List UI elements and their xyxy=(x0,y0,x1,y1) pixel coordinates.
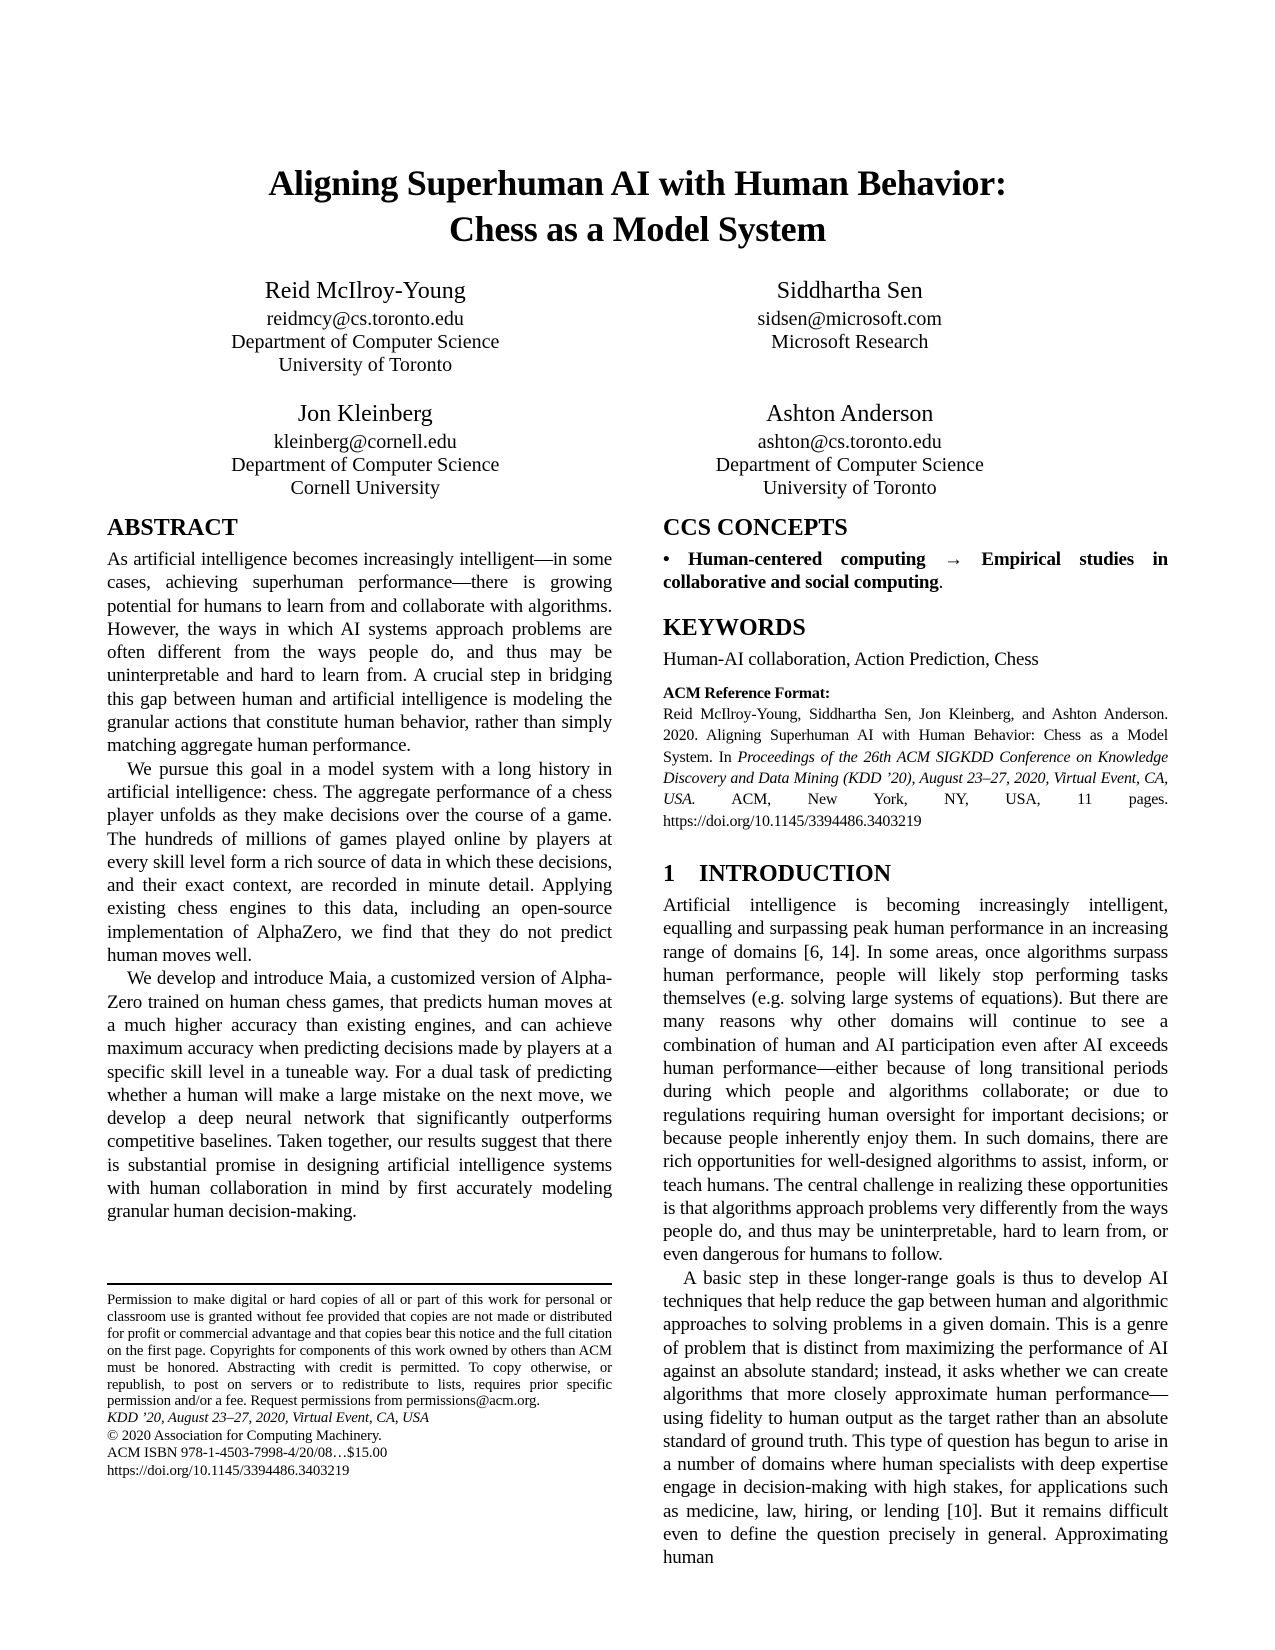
author-affiliation: Cornell University xyxy=(290,477,440,499)
author-affiliation: Department of Computer Science xyxy=(231,454,500,476)
introduction-heading xyxy=(663,860,1168,888)
intro-paragraph: Artificial intelligence is becoming increasingly intelligent, equalling and surpassing peak human performance in an increasing range of domains [6, 14]. In some areas, once algorithms surpass human performance, people will likely stop performing tasks themselves (e.g. solving large systems of equations). But there are many reasons why other domains will continue to see a combination of human and AI participation even after AI exceeds human performance—either because of long transitional periods during which people and algorithms collaborate; or due to regulations requiring human oversight for important decisions; or because people inherently enjoy them. In such domains, there are rich opportunities for well-designed algorithms to assist, inform, or teach humans. The central challenge in realizing these opportunities is that algorithms approach problems very differently from the ways people do, and thus may be uninterpretable, hard to learn from, or even dangerous for humans to follow. xyxy=(663,894,1168,1266)
author-block-jon xyxy=(100,400,631,500)
author-affiliation: Department of Computer Science xyxy=(231,331,500,353)
author-email: kleinberg@cornell.edu xyxy=(273,431,457,453)
abstract-paragraph: We develop and introduce Maia, a customized version of Alpha-Zero trained on human chess games, that predicts human moves at a much higher accuracy than existing engines, and can achieve maximum accuracy when predicting decisions made by players at a specific skill level in a tuneable way. For a dual task of predicting whether a human will make a large mistake on the next move, we develop a deep neural network that significantly outperforms competitive baselines. Taken together, our results suggest that there is substantial promise in designing artificial intelligence systems with human collaboration in mind by first accurately modeling granular human decision-making. xyxy=(107,968,612,1223)
section-title: INTRODUCTION xyxy=(699,860,892,887)
paper-title-line1: Aligning Superhuman AI with Human Behavior: xyxy=(268,163,1007,203)
author-affiliation: University of Toronto xyxy=(762,477,937,499)
author-email: sidsen@microsoft.com xyxy=(757,308,942,330)
author-name: Ashton Anderson xyxy=(766,401,934,427)
acm-reference-roman2: ACM, New York, NY, USA, 11 pages. https://doi.org/10.1145/3394486.3403219 xyxy=(663,791,1168,830)
copyright-footnote xyxy=(107,1283,612,1480)
author-block-reid xyxy=(100,277,631,377)
author-affiliation: Department of Computer Science xyxy=(715,454,984,476)
ccs-heading: CCS CONCEPTS xyxy=(663,515,848,541)
doi-line: https://doi.org/10.1145/3394486.3403219 xyxy=(107,1462,350,1479)
author-block-ashton xyxy=(585,400,1116,500)
left-column xyxy=(107,514,612,1224)
acm-reference-heading: ACM Reference Format: xyxy=(663,684,830,702)
paper-title xyxy=(0,160,1275,252)
author-name: Siddhartha Sen xyxy=(776,278,923,304)
paper-title-line2: Chess as a Model System xyxy=(448,209,827,249)
abstract-heading: ABSTRACT xyxy=(107,515,238,541)
ccs-concepts-text xyxy=(663,548,1168,595)
ccs-period: . xyxy=(938,572,944,594)
author-affiliation: University of Toronto xyxy=(278,354,453,376)
acm-reference-italic: Proceedings of the 26th ACM SIGKDD Conference on Knowledge Discovery and Data Mining (KDD ’20), August 23–27, 2020, Virtual Event, CA, USA. xyxy=(663,748,1168,809)
authors-row-1 xyxy=(107,277,1168,377)
intro-paragraph: A basic step in these longer-range goals is thus to develop AI techniques that help reduce the gap between human and algorithmic approaches to solving problems in a given domain. This is a genre of problem that is distinct from maximizing the performance of AI against an absolute standard; instead, it asks whether we can create algorithms that more closely approximate human performance—using fidelity to human output as the target rather than an absolute standard of ground truth. This type of question has begun to arise in a number of domains where human specialists with deep expertise engage in decision-making with high stakes, for applications such as medicine, law, hiring, or lending [10]. But it remains difficult even to define the question precisely in general. Approximating human xyxy=(663,1267,1168,1569)
author-name: Reid McIlroy-Young xyxy=(264,278,466,304)
authors-row-2 xyxy=(107,400,1168,500)
keywords-text: Human-AI collaboration, Action Prediction, Chess xyxy=(663,648,1039,670)
author-name: Jon Kleinberg xyxy=(297,401,433,427)
author-affiliation: Microsoft Research xyxy=(771,331,929,353)
permission-text: Permission to make digital or hard copies of all or part of this work for personal or classroom use is granted without fee provided that copies are not made or distributed for profit or commercial advantage and that copies bear this notice and the full citation on the first page. Copyrights for components of this work owned by others than ACM must be honored. Abstracting with credit is permitted. To copy otherwise, or republish, to post on servers or to redistribute to lists, requires prior specific permission and/or a fee. Request permissions from permissions@acm.org. xyxy=(107,1292,612,1410)
ccs-concept: Human-centered computing xyxy=(688,549,926,570)
abstract-paragraph: As artificial intelligence becomes increasingly intelligent—in some cases, achieving superhuman performance—there is growing potential for humans to learn from and collaborate with algorithms. However, the ways in which AI systems approach problems are often different from the ways people do, and thus may be uninterpretable and hard to learn from. A crucial step in bridging this gap between human and artificial intelligence is modeling the granular actions that constitute human behavior, rather than simply matching aggregate human performance. xyxy=(107,549,612,757)
author-block-siddhartha xyxy=(585,277,1116,377)
acm-reference-block xyxy=(663,683,1168,832)
copyright-line: © 2020 Association for Computing Machinery. xyxy=(107,1427,382,1444)
venue-line: KDD ’20, August 23–27, 2020, Virtual Event, CA, USA xyxy=(107,1410,429,1427)
isbn-line: ACM ISBN 978-1-4503-7998-4/20/08…$15.00 xyxy=(107,1445,388,1462)
right-column xyxy=(663,514,1168,1570)
rightwards-arrow-glyph: → xyxy=(944,549,963,570)
author-email: reidmcy@cs.toronto.edu xyxy=(266,308,464,330)
author-email: ashton@cs.toronto.edu xyxy=(757,431,942,453)
keywords-heading: KEYWORDS xyxy=(663,614,806,641)
ccs-bullet: • xyxy=(663,549,670,570)
acm-reference-text xyxy=(663,704,1168,832)
section-number: 1 xyxy=(663,860,675,887)
acm-reference-roman1: Reid McIlroy-Young, Siddhartha Sen, Jon Kleinberg, and Ashton Anderson. 2020. Aligning Superhuman AI with Human Behavior: Chess as a Model System. In xyxy=(663,706,1168,766)
ccs-topic: Empirical studies in collaborative and social computing xyxy=(663,549,1168,594)
abstract-paragraph: We pursue this goal in a model system with a long history in artificial intelligence: chess. The aggregate performance of a chess player unfolds as they make decisions over the course of a game. The hundreds of millions of games played online by players at every skill level form a rich source of data in which these decisions, and their exact context, are recorded in minute detail. Applying existing chess engines to this data, including an open-source implementation of AlphaZero, we find that they do not predict human moves well. xyxy=(107,758,612,967)
